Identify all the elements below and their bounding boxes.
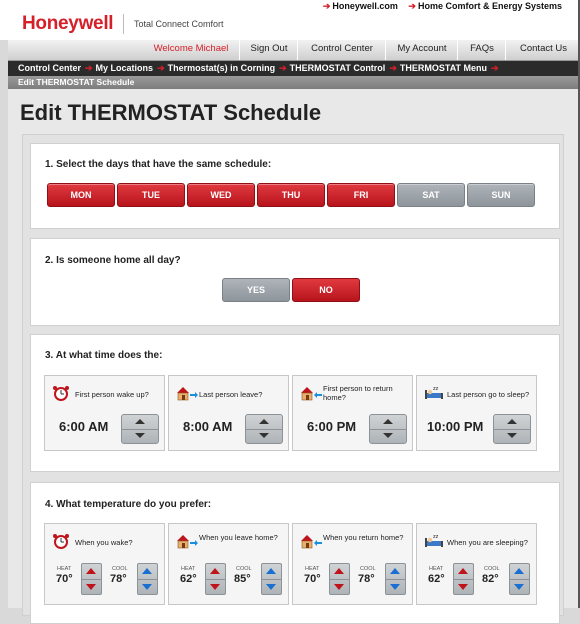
arrow-icon: ➔ bbox=[85, 63, 93, 73]
down-arrow-icon bbox=[135, 433, 145, 438]
leave-temp-card bbox=[168, 523, 289, 605]
wake-time-value: 6:00 AM bbox=[59, 419, 109, 434]
cool-down-button[interactable] bbox=[510, 579, 529, 594]
up-arrow-icon bbox=[135, 419, 145, 424]
day-tue-button[interactable]: TUE bbox=[117, 183, 185, 207]
tagline: Total Connect Comfort bbox=[123, 14, 224, 34]
day-fri-button[interactable]: FRI bbox=[327, 183, 395, 207]
heat-up-button[interactable] bbox=[454, 564, 473, 580]
breadcrumb-control-center[interactable]: Control Center bbox=[18, 63, 81, 73]
day-sat-button[interactable]: SAT bbox=[397, 183, 465, 207]
wake-cool-stepper bbox=[137, 563, 158, 595]
svg-text:zz: zz bbox=[433, 534, 439, 540]
page-title: Edit THERMOSTAT Schedule bbox=[20, 100, 322, 125]
heat-up-button[interactable] bbox=[82, 564, 101, 580]
leave-time-card bbox=[168, 375, 289, 451]
down-arrow-icon bbox=[259, 433, 269, 438]
cool-up-button[interactable] bbox=[510, 564, 529, 580]
welcome-text: Welcome Michael bbox=[153, 43, 229, 54]
cool-up-button[interactable] bbox=[138, 564, 157, 580]
sub-breadcrumb bbox=[8, 76, 580, 89]
up-arrow-icon bbox=[383, 419, 393, 424]
sleep-time-value: 10:00 PM bbox=[427, 419, 484, 434]
leave-time-value: 8:00 AM bbox=[183, 419, 233, 434]
wake-heat-stepper bbox=[81, 563, 102, 595]
return-cool-value: 78° bbox=[358, 573, 375, 585]
cool-down-button[interactable] bbox=[386, 579, 405, 594]
sleep-cool-stepper bbox=[509, 563, 530, 595]
breadcrumb-thermostat-control[interactable]: THERMOSTAT Control bbox=[289, 63, 386, 73]
sleeping-icon bbox=[424, 385, 444, 401]
return-temp-card bbox=[292, 523, 413, 605]
up-arrow-icon bbox=[507, 419, 517, 424]
alarm-clock-icon bbox=[52, 385, 70, 401]
up-arrow-icon bbox=[334, 568, 344, 574]
sleeping-icon bbox=[424, 533, 444, 549]
times-question: 3. At what time does the: bbox=[45, 350, 163, 361]
sign-out-link[interactable]: Sign Out bbox=[239, 40, 298, 60]
return-heat-value: 70° bbox=[304, 573, 321, 585]
up-arrow-icon bbox=[266, 568, 276, 574]
cool-down-button[interactable] bbox=[262, 579, 281, 594]
cool-label: COOL bbox=[360, 566, 376, 572]
up-arrow-icon bbox=[259, 419, 269, 424]
heat-label: HEAT bbox=[429, 566, 444, 572]
house-return-icon bbox=[300, 533, 322, 549]
sleep-time-card bbox=[416, 375, 537, 451]
heat-label: HEAT bbox=[305, 566, 320, 572]
honeywell-logo[interactable]: Honeywell bbox=[22, 13, 114, 34]
day-mon-button[interactable]: MON bbox=[47, 183, 115, 207]
alarm-clock-icon bbox=[52, 533, 70, 549]
time-down-button[interactable] bbox=[246, 429, 282, 443]
time-up-button[interactable] bbox=[494, 415, 530, 430]
leave-cool-value: 85° bbox=[234, 573, 251, 585]
wake-label: First person wake up? bbox=[75, 390, 149, 399]
cool-down-button[interactable] bbox=[138, 579, 157, 594]
down-arrow-icon bbox=[514, 584, 524, 590]
return-time-value: 6:00 PM bbox=[307, 419, 357, 434]
sleep-cool-value: 82° bbox=[482, 573, 499, 585]
leave-time-stepper bbox=[245, 414, 283, 444]
yes-button[interactable]: YES bbox=[222, 278, 290, 302]
days-question: 1. Select the days that have the same schedule: bbox=[45, 159, 272, 170]
breadcrumb-thermostats[interactable]: Thermostat(s) in Corning bbox=[167, 63, 276, 73]
day-sun-button[interactable]: SUN bbox=[467, 183, 535, 207]
sleep-temp-card bbox=[416, 523, 537, 605]
contact-us-link[interactable]: Contact Us bbox=[505, 40, 580, 60]
heat-label: HEAT bbox=[57, 566, 72, 572]
time-down-button[interactable] bbox=[494, 429, 530, 443]
main-nav bbox=[8, 40, 580, 61]
down-arrow-icon bbox=[383, 433, 393, 438]
wake-temp-label: When you wake? bbox=[75, 538, 133, 547]
top-header bbox=[0, 0, 580, 40]
down-arrow-icon bbox=[390, 584, 400, 590]
breadcrumb bbox=[8, 61, 580, 76]
up-arrow-icon bbox=[514, 568, 524, 574]
arrow-icon: ➔ bbox=[408, 1, 416, 11]
time-down-button[interactable] bbox=[370, 429, 406, 443]
my-account-link[interactable]: My Account bbox=[385, 40, 458, 60]
house-leave-icon bbox=[176, 385, 198, 401]
current-page-crumb: Edit THERMOSTAT Schedule bbox=[18, 77, 135, 87]
leave-heat-value: 62° bbox=[180, 573, 197, 585]
return-heat-stepper bbox=[329, 563, 350, 595]
temperatures-question: 4. What temperature do you prefer: bbox=[45, 499, 212, 510]
down-arrow-icon bbox=[210, 584, 220, 590]
sleep-heat-value: 62° bbox=[428, 573, 445, 585]
time-up-button[interactable] bbox=[122, 415, 158, 430]
down-arrow-icon bbox=[86, 584, 96, 590]
honeywell-link[interactable]: Honeywell.com bbox=[332, 1, 398, 11]
leave-temp-label: When you leave home? bbox=[199, 533, 278, 542]
house-leave-icon bbox=[176, 533, 198, 549]
heat-down-button[interactable] bbox=[330, 579, 349, 594]
up-arrow-icon bbox=[210, 568, 220, 574]
return-label: First person to return home? bbox=[323, 384, 393, 402]
heat-down-button[interactable] bbox=[82, 579, 101, 594]
faqs-link[interactable]: FAQs bbox=[457, 40, 506, 60]
wake-heat-value: 70° bbox=[56, 573, 73, 585]
down-arrow-icon bbox=[507, 433, 517, 438]
breadcrumb-my-locations[interactable]: My Locations bbox=[95, 63, 154, 73]
sleep-time-stepper bbox=[493, 414, 531, 444]
return-time-card bbox=[292, 375, 413, 451]
down-arrow-icon bbox=[266, 584, 276, 590]
heat-up-button[interactable] bbox=[330, 564, 349, 580]
down-arrow-icon bbox=[334, 584, 344, 590]
day-thu-button[interactable]: THU bbox=[257, 183, 325, 207]
cool-label: COOL bbox=[236, 566, 252, 572]
up-arrow-icon bbox=[390, 568, 400, 574]
return-time-stepper bbox=[369, 414, 407, 444]
sleep-label: Last person go to sleep? bbox=[447, 390, 530, 399]
breadcrumb-thermostat-menu[interactable]: THERMOSTAT Menu bbox=[399, 63, 488, 73]
leave-label: Last person leave? bbox=[199, 390, 263, 399]
time-up-button[interactable] bbox=[246, 415, 282, 430]
return-temp-label: When you return home? bbox=[323, 533, 404, 542]
day-wed-button[interactable]: WED bbox=[187, 183, 255, 207]
arrow-icon: ➔ bbox=[279, 63, 287, 73]
up-arrow-icon bbox=[86, 568, 96, 574]
control-center-link[interactable]: Control Center bbox=[297, 40, 386, 60]
home-comfort-link[interactable]: Home Comfort & Energy Systems bbox=[417, 1, 562, 11]
arrow-icon: ➔ bbox=[322, 1, 331, 11]
leave-cool-stepper bbox=[261, 563, 282, 595]
up-arrow-icon bbox=[458, 568, 468, 574]
return-cool-stepper bbox=[385, 563, 406, 595]
cool-up-button[interactable] bbox=[386, 564, 405, 580]
wake-time-stepper bbox=[121, 414, 159, 444]
wake-cool-value: 78° bbox=[110, 573, 127, 585]
no-button[interactable]: NO bbox=[292, 278, 360, 302]
down-arrow-icon bbox=[458, 584, 468, 590]
heat-up-button[interactable] bbox=[206, 564, 225, 580]
time-down-button[interactable] bbox=[122, 429, 158, 443]
heat-down-button[interactable] bbox=[454, 579, 473, 594]
arrow-icon: ➔ bbox=[491, 63, 499, 73]
arrow-icon: ➔ bbox=[157, 63, 165, 73]
cool-label: COOL bbox=[484, 566, 500, 572]
arrow-icon: ➔ bbox=[389, 63, 397, 73]
cool-label: COOL bbox=[112, 566, 128, 572]
time-up-button[interactable] bbox=[370, 415, 406, 430]
sleep-temp-label: When you are sleeping? bbox=[447, 538, 528, 547]
top-links bbox=[323, 1, 562, 12]
wake-temp-card bbox=[44, 523, 165, 605]
up-arrow-icon bbox=[142, 568, 152, 574]
sleep-heat-stepper bbox=[453, 563, 474, 595]
down-arrow-icon bbox=[142, 584, 152, 590]
wake-time-card bbox=[44, 375, 165, 451]
cool-up-button[interactable] bbox=[262, 564, 281, 580]
home-all-day-question: 2. Is someone home all day? bbox=[45, 255, 181, 266]
heat-down-button[interactable] bbox=[206, 579, 225, 594]
leave-heat-stepper bbox=[205, 563, 226, 595]
heat-label: HEAT bbox=[181, 566, 196, 572]
house-return-icon bbox=[300, 385, 322, 401]
svg-text:zz: zz bbox=[433, 386, 439, 392]
